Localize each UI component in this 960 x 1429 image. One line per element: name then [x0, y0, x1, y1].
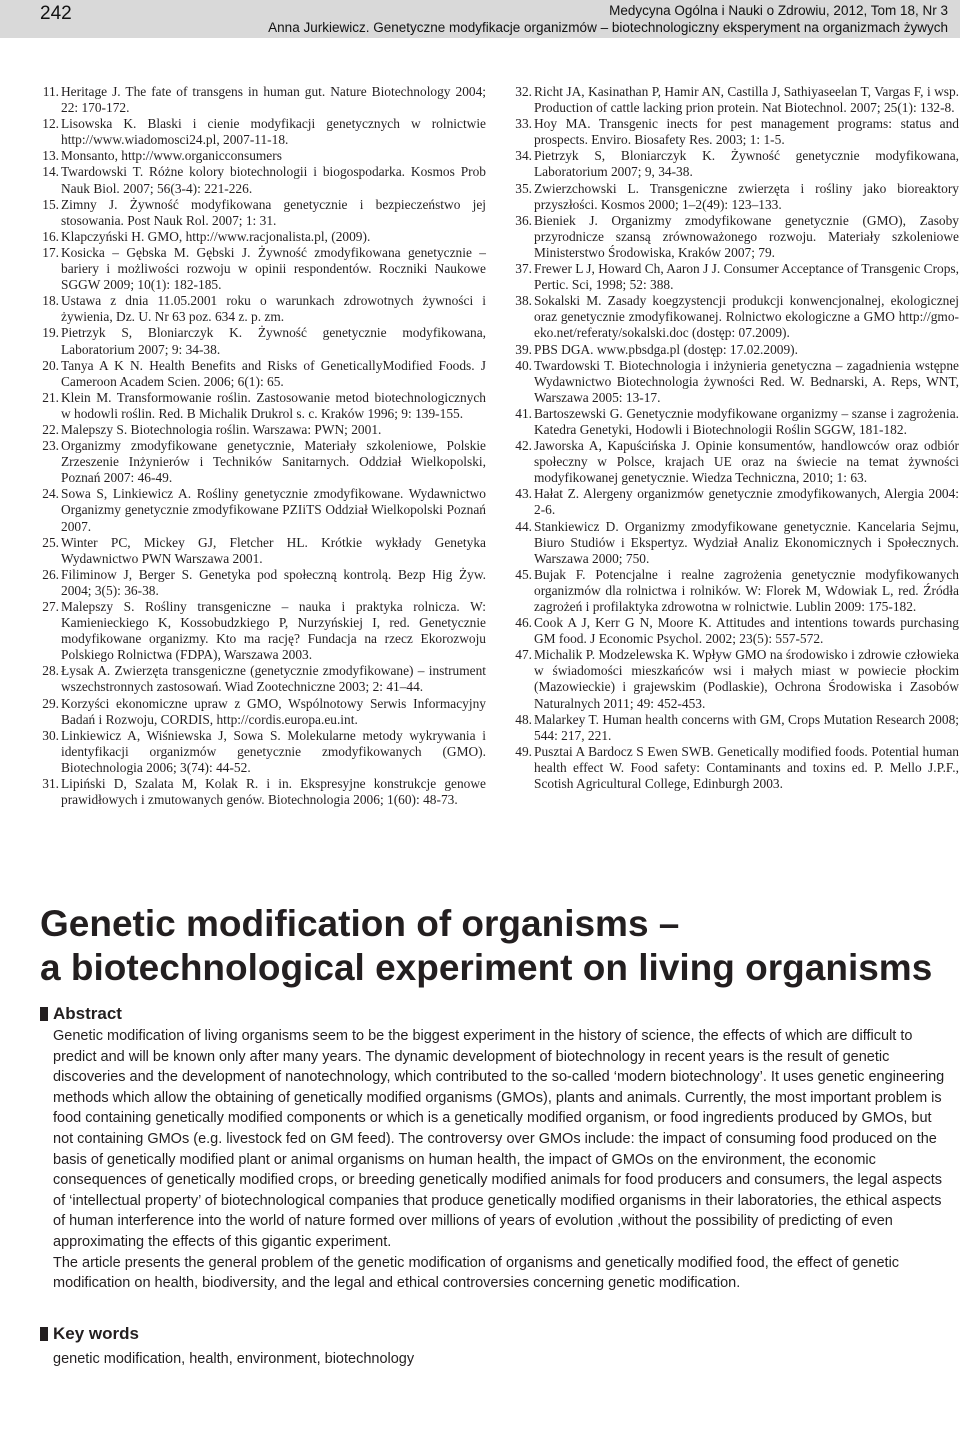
reference-text: Tanya A K N. Health Benefits and Risks of GeneticallyModified Foods. J Cameroon Academ Scien. 2006; 6(1): 65.	[61, 357, 486, 389]
reference-number: 26.	[42, 566, 59, 582]
article-title-line-1: Genetic modification of organisms –	[40, 903, 680, 944]
article-title-line-2: a biotechnological experiment on living organisms	[40, 947, 933, 988]
reference-text: Michalik P. Modzelewska K. Wpływ GMO na środowisko i zdrowie człowieka w świadomości mieszkańców wsi i małych miast w powiecie płockim (Mazowieckie) i grajewskim (Podlaskie), Ochrona Środowiska i Zasobów Naturalnych 2011; 49: 452-453.	[534, 647, 959, 711]
reference-number: 24.	[42, 486, 59, 502]
reference-text: Bieniek J. Organizmy zmodyfikowane genetycznie (GMO), Zasoby przyrodnicze szansą zrównoważonego rozwoju. Materiały szkoleniowe Ministerstwo Środowiska, Kraków 2007; 79.	[534, 212, 959, 260]
reference-item	[507, 438, 959, 486]
reference-text: Hoy MA. Transgenic inects for pest management programs: status and prospects. Enviro. Biosafety Res. 2003; 1: 1-5.	[534, 116, 959, 148]
reference-item	[507, 181, 959, 213]
reference-number: 15.	[42, 196, 59, 212]
reference-text: Sowa S, Linkiewicz A. Rośliny genetycznie zmodyfikowane. Wydawnictwo Organizmy genetycznie zmodyfikowane PZIiTS Oddział Wielkopolski Poznań 2007.	[61, 486, 486, 534]
reference-number: 25.	[42, 534, 59, 550]
reference-number: 12.	[42, 116, 59, 132]
reference-number: 22.	[42, 421, 59, 437]
reference-number: 32.	[515, 84, 532, 99]
reference-number: 21.	[42, 389, 59, 405]
reference-text: Pietrzyk S, Bloniarczyk K. Żywność genetycznie modyfikowana, Laboratorium 2007; 9: 34-38.	[61, 325, 486, 357]
reference-item	[34, 567, 486, 599]
reference-text: Zwierzchowski L. Transgeniczne zwierzęta i rośliny jako bioreaktory przyszłości. Kosmos 2000; 1–2(49): 123–133.	[534, 180, 959, 212]
reference-number: 31.	[42, 776, 59, 792]
keywords-list: genetic modification, health, environment, biotechnology	[53, 1351, 415, 1367]
reference-text: Klapczyński H. GMO, http://www.racjonalista.pl, (2009).	[61, 228, 371, 244]
reference-number: 38.	[515, 293, 532, 309]
reference-text: Frewer L J, Howard Ch, Aaron J J. Consumer Acceptance of Transgenic Crops, Pertic. Sci, 1998; 52: 388.	[534, 261, 959, 293]
reference-item	[34, 486, 486, 534]
square-bullet-icon	[40, 1327, 48, 1341]
reference-item	[507, 213, 959, 261]
keywords-heading	[40, 1324, 139, 1344]
reference-item	[507, 148, 959, 180]
reference-item	[507, 293, 959, 341]
reference-item	[507, 519, 959, 567]
reference-text: Kosicka – Gębska M. Gębski J. Żywność zmodyfikowana genetycznie – bariery i możliwości rozwoju w opinii respondentów. Roczniki Naukowe SGGW 2009; 10(1): 182-185.	[61, 244, 486, 293]
reference-number: 36.	[515, 212, 532, 228]
reference-text: PBS DGA. www.pbsdga.pl (dostęp: 17.02.2009).	[534, 341, 798, 357]
reference-number: 39.	[515, 341, 532, 357]
reference-item	[34, 728, 486, 776]
reference-text: Jaworska A, Kapuścińska J. Opinie konsumentów, handlowców oraz odbiór społeczny w Polsce, krajach UE oraz na świecie na temat żywności modyfikowanej genetycznie. Wiedza Techniczna, 2010; 1: 63.	[534, 438, 959, 486]
reference-item	[34, 358, 486, 390]
reference-text: Malepszy S. Biotechnologia roślin. Warszawa: PWN; 2001.	[61, 421, 382, 437]
keywords-heading-label: Key words	[53, 1324, 139, 1343]
reference-item	[34, 293, 486, 325]
page-header	[0, 0, 960, 38]
reference-number: 28.	[42, 663, 59, 679]
reference-item	[34, 696, 486, 728]
reference-item	[34, 84, 486, 116]
reference-text: Malepszy S. Rośliny transgeniczne – nauka i praktyka rolnicza. W: Kamienieckiego K, Kossobudzkiego P, Nurzyńskiej I, red. Genetycznie modyfikowane organizmy. Kto ma rację? Fundacja na rzecz Ekorozwoju Polskiego Rolnictwa (FDPA), Warszawa 2003.	[61, 599, 486, 663]
reference-text: Cook A J, Kerr G N, Moore K. Attitudes and intentions towards purchasing GM food. J Economic Psychol. 2002; 23(5): 557-572.	[534, 615, 959, 647]
reference-item	[34, 663, 486, 695]
reference-item	[507, 744, 959, 792]
reference-number: 30.	[42, 727, 59, 743]
reference-number: 40.	[515, 357, 532, 373]
reference-number: 35.	[515, 180, 532, 196]
reference-item	[507, 567, 959, 615]
reference-item	[34, 325, 486, 357]
reference-number: 23.	[42, 438, 59, 454]
page-number: 242	[40, 3, 72, 24]
reference-item	[34, 116, 486, 148]
reference-number: 16.	[42, 228, 59, 244]
reference-item	[507, 84, 959, 116]
reference-item	[507, 261, 959, 293]
reference-item	[507, 342, 959, 358]
reference-item	[34, 438, 486, 486]
reference-number: 45.	[515, 566, 532, 582]
reference-text: Pietrzyk S, Bloniarczyk K. Żywność genetycznie modyfikowana, Laboratorium 2007; 9, 34-38.	[534, 148, 959, 180]
reference-text: Pusztai A Bardocz S Ewen SWB. Genetically modified foods. Potential human health effect W. Food safety: Contaminants and toxins ed. P. Mello J.P.F., Scotish Agricultural College, Edinburgh 2003.	[534, 743, 959, 792]
reference-text: Filiminow J, Berger S. Genetyka pod społeczną kontrolą. Bezp Hig Żyw. 2004; 3(5): 36-38.	[61, 566, 486, 598]
reference-number: 43.	[515, 486, 532, 502]
abstract-heading	[40, 1004, 122, 1024]
reference-text: Organizmy zmodyfikowane genetycznie, Materiały szkoleniowe, Polskie Zrzeszenie Inżynierów i Techników Sanitarnych. Oddział Wielkopolski, Poznań 2007: 46-49.	[61, 438, 486, 486]
square-bullet-icon	[40, 1007, 48, 1021]
reference-number: 37.	[515, 261, 532, 277]
reference-item	[34, 229, 486, 245]
reference-text: Monsanto, http://www.organicconsumers	[61, 148, 282, 164]
abstract-body	[53, 1026, 946, 1294]
reference-number: 11.	[42, 84, 59, 99]
reference-item	[507, 406, 959, 438]
reference-number: 20.	[42, 357, 59, 373]
reference-text: Heritage J. The fate of transgens in human gut. Nature Biotechnology 2004; 22: 170-172.	[61, 84, 486, 116]
reference-text: Ustawa z dnia 11.05.2001 roku o warunkach zdrowotnych żywności i żywienia, Dz. U. Nr 63 poz. 634 z. p. zm.	[61, 293, 486, 325]
reference-text: Hałat Z. Alergeny organizmów genetycznie zmodyfikowanych, Alergia 2004: 2-6.	[534, 486, 959, 518]
reference-number: 42.	[515, 438, 532, 454]
reference-text: Bujak F. Potencjalne i realne zagrożenia genetycznie modyfikowanych organizmów dla rolnictwa i rolników. W: Florek M, Wdowiak L, red. Źródła zagrożeń i profilaktyka zdrowotna w rolnictwie. Lublin 2009: 175-182.	[534, 566, 959, 614]
running-head: Anna Jurkiewicz. Genetyczne modyfikacje organizmów – biotechnologiczny eksperyment na organizmach żywych	[268, 20, 948, 35]
abstract-paragraph-1: Genetic modification of living organisms seem to be the biggest experiment in the history of science, the effects of which are difficult to predict and will be known only after many years. The dynamic development of biotechnology in recent years is the result of genetic discoveries and the development of nanotechnology, which contributed to the so-called ‘modern biotechnology’. It uses genetic engineering methods which allow the obtaining of genetically modified organisms (GMOs), plants and animals. Currently, the most important problem is food containing genetically modified components or which is a genetically modified organism, or food ingredients produced by GMOs, but not containing GMOs (e.g. livestock fed on GM feed). The controversy over GMOs include: the impact of consuming food produced on the basis of genetically modified plant or animal organisms on human health, the impact of GMOs on the environment, the economic consequences of genetically modified crops, or breeding genetically modified animals for food producers and consumers, the legal aspects of ‘intellectual property’ of biotechnological companies that produce genetically modified organisms in their laboratories, the ethical aspects of human interference into the world of nature formed over millions of years of evolution ,without the possibility of predicting of even approximating the effects of this gigantic experiment.	[53, 1028, 945, 1250]
reference-number: 29.	[42, 695, 59, 711]
reference-text: Richt JA, Kasinathan P, Hamir AN, Castilla J, Sathiyaseelan T, Vargas F, i wsp. Production of cattle lacking prion protein. Nat Biotechnol. 2007; 25(1): 132-8.	[534, 84, 959, 116]
reference-number: 27.	[42, 599, 59, 614]
reference-number: 33.	[515, 116, 532, 132]
reference-text: Winter PC, Mickey GJ, Fletcher HL. Krótkie wykłady Genetyka Wydawnictwo PWN Warszawa 2001.	[61, 534, 486, 566]
reference-item	[34, 422, 486, 438]
journal-title: Medycyna Ogólna i Nauki o Zdrowiu, 2012, Tom 18, Nr 3	[609, 3, 948, 18]
abstract-paragraph-2: The article presents the general problem of the genetic modification of organisms and genetically modified food, the effect of genetic modification on health, biodiversity, and the legal and ethical controversies concerning genetic modification.	[53, 1254, 900, 1292]
reference-text: Korzyści ekonomiczne upraw z GMO, Wspólnotowy Serwis Informacyjny Badań i Rozwoju, CORDIS, http://cordis.europa.eu.int.	[61, 695, 486, 727]
reference-text: Łysak A. Zwierzęta transgeniczne (genetycznie zmodyfikowane) – instrument wszechstronnych zastosowań. Wiad Zootechniczne 2003; 2: 41–44.	[61, 663, 486, 695]
reference-item	[507, 647, 959, 711]
reference-text: Twardowski T. Różne kolory biotechnologii i biogospodarka. Kosmos Prob Nauk Biol. 2007; 56(3-4): 221-226.	[61, 164, 486, 196]
reference-item	[34, 197, 486, 229]
reference-item	[507, 116, 959, 148]
reference-text: Lipiński D, Szalata M, Kolak R. i in. Ekspresyjne konstrukcje genowe prawidłowych i zmutowanych genów. Biotechnologia 2006; 1(60): 48-73.	[61, 776, 486, 808]
article-title	[40, 902, 940, 990]
references-left-column	[34, 84, 486, 808]
reference-item	[34, 535, 486, 567]
reference-number: 34.	[515, 148, 532, 164]
reference-item	[34, 390, 486, 422]
reference-number: 19.	[42, 325, 59, 341]
reference-item	[34, 776, 486, 808]
reference-item	[34, 599, 486, 663]
reference-text: Klein M. Transformowanie roślin. Zastosowanie metod biotechnologicznych w hodowli roślin. Red. B Michalik Drukrol s. c. Kraków 1996; 9: 139-155.	[61, 389, 486, 421]
reference-text: Twardowski T. Biotechnologia i inżynieria genetyczna – zagadnienia wstępne Wydawnictwo Biotechnologia żywności Red. W. Bednarski, A. Reps, WNT, Warszawa 2005: 13-17.	[534, 357, 959, 405]
reference-item	[507, 712, 959, 744]
reference-item	[34, 245, 486, 293]
reference-number: 18.	[42, 293, 59, 309]
reference-text: Zimny J. Żywność modyfikowana genetycznie i bezpieczeństwo jej stosowania. Post Nauk Rol. 2007; 1: 31.	[61, 196, 486, 228]
reference-number: 14.	[42, 164, 59, 180]
reference-text: Sokalski M. Zasady koegzystencji produkcji konwencjonalnej, ekologicznej oraz genetycznie zmodyfikowanej. Rolnictwo ekologiczne a GMO http://gmo-eko.net/referaty/sokalski.doc (dostęp: 07.2009).	[534, 293, 959, 341]
reference-item	[34, 164, 486, 196]
reference-item	[507, 486, 959, 518]
reference-number: 44.	[515, 518, 532, 534]
reference-item	[507, 358, 959, 406]
reference-number: 48.	[515, 711, 532, 727]
reference-text: Malarkey T. Human health concerns with GM, Crops Mutation Research 2008; 544: 217, 221.	[534, 711, 959, 743]
reference-number: 17.	[42, 244, 59, 260]
reference-text: Linkiewicz A, Wiśniewska J, Sowa S. Molekularne metody wykrywania i identyfikacji organizmów genetycznie zmodyfikowanych (GMO). Biotechnologia 2006; 3(74): 44-52.	[61, 727, 486, 775]
reference-text: Stankiewicz D. Organizmy zmodyfikowane genetycznie. Kancelaria Sejmu, Biuro Studiów i Ekspertyz. Wydział Analiz Ekonomicznych i Społecznych. Warszawa 2000; 750.	[534, 518, 959, 566]
reference-number: 49.	[515, 743, 532, 759]
reference-item	[34, 148, 486, 164]
reference-text: Bartoszewski G. Genetycznie modyfikowane organizmy – szanse i zagrożenia. Katedra Genetyki, Hodowli i Biotechnologii Roślin SGGW, 181-182.	[534, 405, 959, 437]
abstract-heading-label: Abstract	[53, 1004, 122, 1023]
references-right-column	[507, 84, 959, 792]
reference-number: 46.	[515, 615, 532, 631]
reference-number: 41.	[515, 405, 532, 421]
reference-number: 13.	[42, 148, 59, 164]
reference-text: Lisowska K. Blaski i cienie modyfikacji genetycznych w rolnictwie http://www.wiadomosci24.pl, 2007-11-18.	[61, 116, 486, 148]
reference-number: 47.	[515, 647, 532, 663]
reference-item	[507, 615, 959, 647]
